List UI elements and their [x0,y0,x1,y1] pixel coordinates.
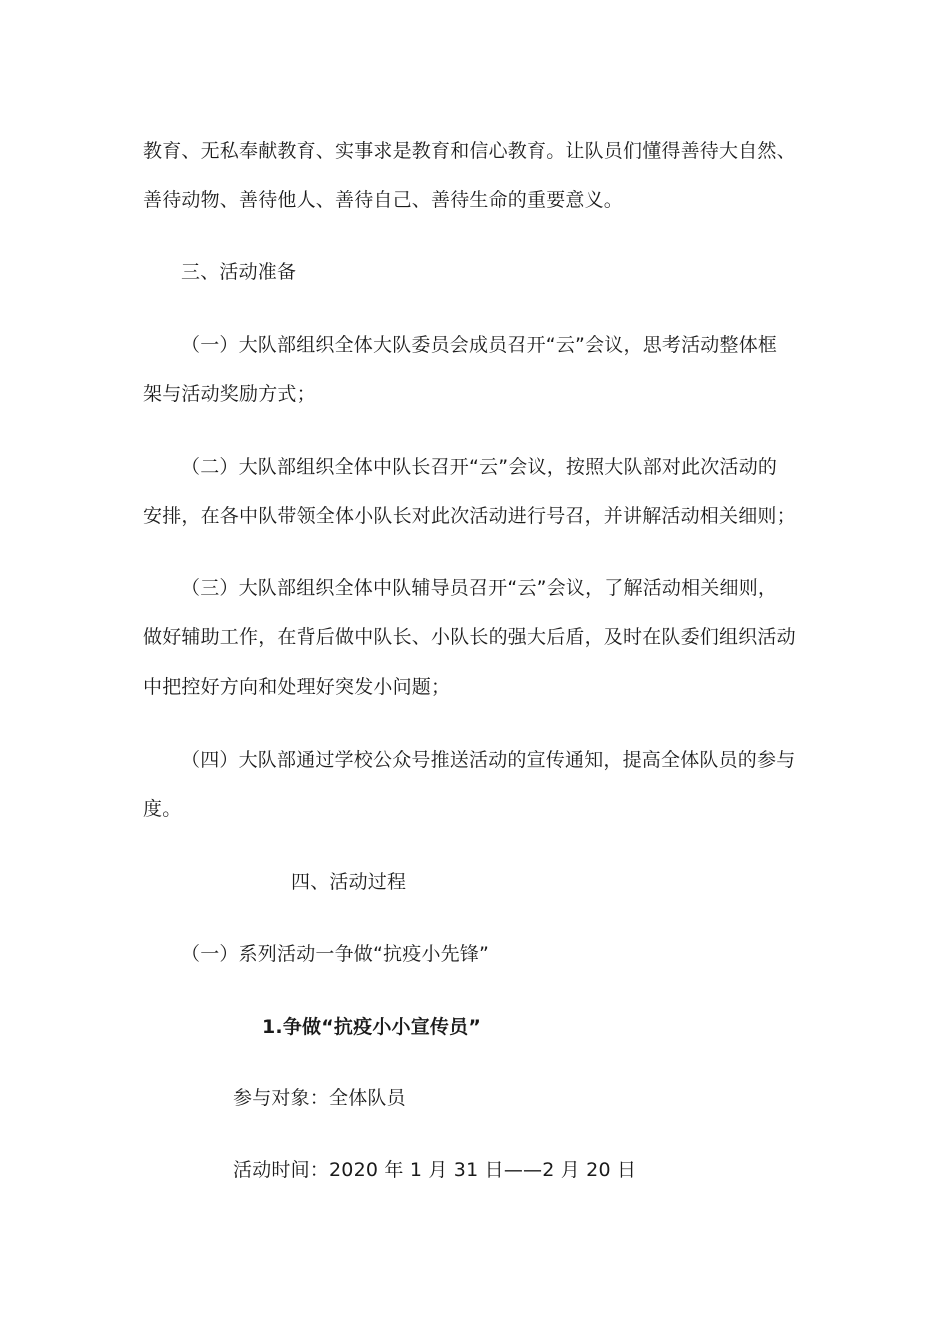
intro-line-1: 教育、无私奉献教育、实事求是教育和信心教育。让队员们懂得善待大自然、 [143,140,796,162]
activity-participants: 参与对象：全体队员 [233,1087,406,1109]
section-3-item-3-line-1: （三）大队部组织全体中队辅导员召开“云”会议，了解活动相关细则， [181,577,778,599]
section-4-heading: 四、活动过程 [291,871,407,893]
section-3-item-3-line-2: 做好辅助工作，在背后做中队长、小队长的强大后盾，及时在队委们组织活动 [143,626,796,648]
section-3-item-4-line-1: （四）大队部通过学校公众号推送活动的宣传通知，提高全体队员的参与 [181,749,796,771]
intro-line-2: 善待动物、善待他人、善待自己、善待生命的重要意义。 [143,189,624,211]
section-3-item-1-line-1: （一）大队部组织全体大队委员会成员召开“云”会议，思考活动整体框 [181,334,778,356]
section-3-item-2-line-1: （二）大队部组织全体中队长召开“云”会议，按照大队部对此次活动的 [181,456,778,478]
section-3-item-1-line-2: 架与活动奖励方式； [143,383,316,405]
activity-time: 活动时间：2020 年 1 月 31 日——2 月 20 日 [233,1159,637,1181]
section-3-heading: 三、活动准备 [181,261,297,283]
section-3-item-4-line-2: 度。 [143,798,182,820]
activity-title: 1.争做“抗疫小小宣传员” [262,1016,482,1038]
section-3-item-3-line-3: 中把控好方向和处理好突发小问题； [143,676,451,698]
section-3-item-2-line-2: 安排，在各中队带领全体小队长对此次活动进行号召，并讲解活动相关细则； [143,505,796,527]
section-4-subsection-1: （一）系列活动一争做“抗疫小先锋” [181,943,490,965]
